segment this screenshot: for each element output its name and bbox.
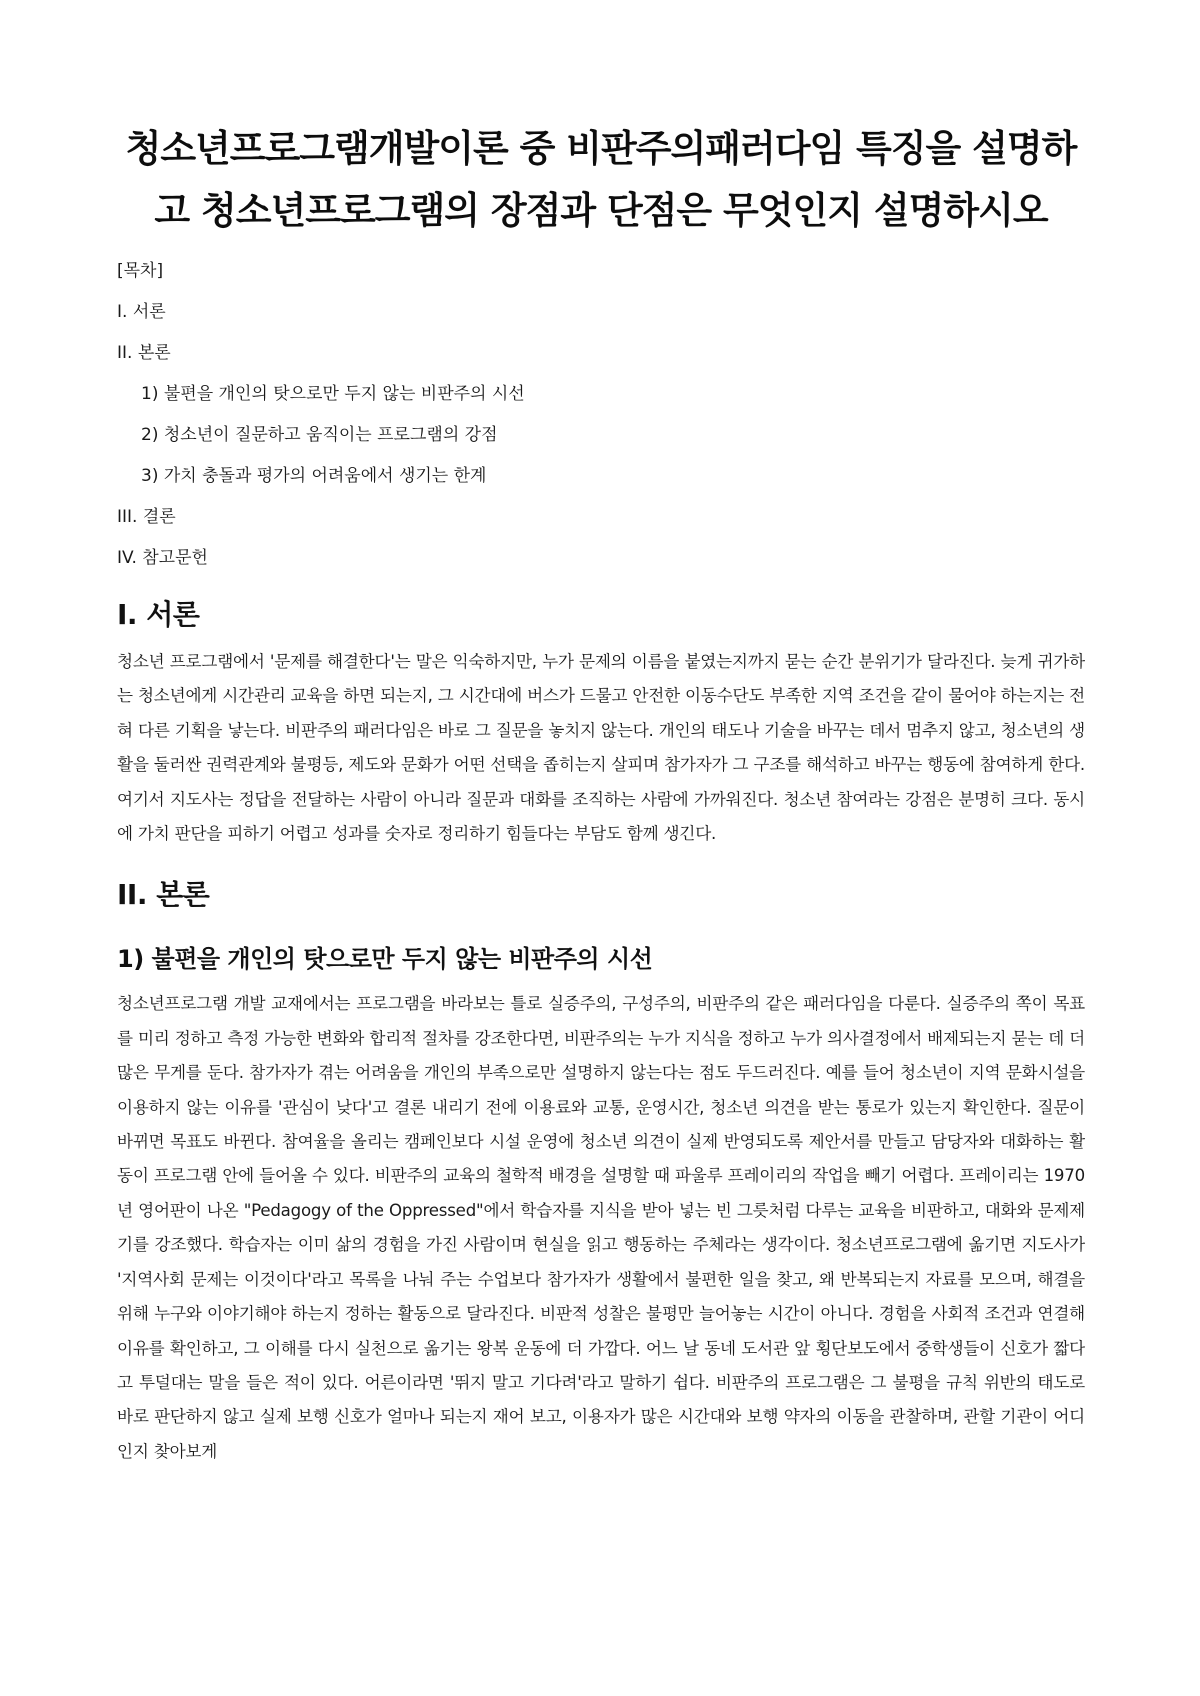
toc-item-body-sub1: 1) 불편을 개인의 탓으로만 두지 않는 비판주의 시선 <box>141 384 525 404</box>
section-heading-intro: I. 서론 <box>117 598 200 631</box>
table-of-contents <box>117 258 1085 571</box>
document-title: 청소년프로그램개발이론 중 비판주의패러다임 특징을 설명하고 청소년프로그램의 장점과 단점은 무엇인지 설명하시오 <box>125 127 1077 232</box>
toc-heading: [목차] <box>117 261 164 281</box>
toc-item-body-sub3: 3) 가치 충돌과 평가의 어려움에서 생기는 한계 <box>141 466 487 486</box>
toc-item-conclusion: III. 결론 <box>117 507 176 527</box>
section-heading-body: II. 본론 <box>117 878 210 912</box>
toc-item-body: II. 본론 <box>117 343 171 363</box>
subsection-heading-1: 1) 불편을 개인의 탓으로만 두지 않는 비판주의 시선 <box>117 945 653 974</box>
toc-item-body-sub2: 2) 청소년이 질문하고 움직이는 프로그램의 강점 <box>141 425 498 445</box>
toc-item-intro: I. 서론 <box>117 302 166 322</box>
toc-item-references: IV. 참고문헌 <box>117 548 208 568</box>
intro-paragraph: 청소년 프로그램에서 '문제를 해결한다'는 말은 익숙하지만, 누가 문제의 이름을 붙였는지까지 묻는 순간 분위기가 달라진다. 늦게 귀가하는 청소년에게 시간관리 교육을 하면 되는지, 그 시간대에 버스가 드물고 안전한 이동수단도 부족한 지역 조건을 같이 물어야 하는지는 전혀 다른 기획을 낳는다. 비판주의 패러다임은 바로 그 질문을 놓치지 않는다. 개인의 태도나 기술을 바꾸는 데서 멈추지 않고, 청소년의 생활을 둘러싼 권력관계와 불평등, 제도와 문화가 어떤 선택을 좁히는지 살피며 참가자가 그 구조를 해석하고 바꾸는 행동에 참여하게 한다. 여기서 지도사는 정답을 전달하는 사람이 아니라 질문과 대화를 조직하는 사람에 가까워진다. 청소년 참여라는 강점은 분명히 크다. 동시에 가치 판단을 피하기 어렵고 성과를 숫자로 정리하기 힘들다는 부담도 함께 생긴다. <box>117 652 1085 844</box>
subsection-1-paragraph: 청소년프로그램 개발 교재에서는 프로그램을 바라보는 틀로 실증주의, 구성주의, 비판주의 같은 패러다임을 다룬다. 실증주의 쪽이 목표를 미리 정하고 측정 가능한 변화와 합리적 절차를 강조한다면, 비판주의는 누가 지식을 정하고 누가 의사결정에서 배제되는지 묻는 데 더 많은 무게를 둔다. 참가자가 겪는 어려움을 개인의 부족으로만 설명하지 않는다는 점도 두드러진다. 예를 들어 청소년이 지역 문화시설을 이용하지 않는 이유를 '관심이 낮다'고 결론 내리기 전에 이용료와 교통, 운영시간, 청소년 의견을 받는 통로가 있는지 확인한다. 질문이 바뀌면 목표도 바뀐다. 참여율을 올리는 캠페인보다 시설 운영에 청소년 의견이 실제 반영되도록 제안서를 만들고 담당자와 대화하는 활동이 프로그램 안에 들어올 수 있다. 비판주의 교육의 철학적 배경을 설명할 때 파울루 프레이리의 작업을 빼기 어렵다. 프레이리는 1970년 영어판이 나온 "Pedagogy of the Oppressed"에서 학습자를 지식을 받아 넣는 빈 그릇처럼 다루는 교육을 비판하고, 대화와 문제제기를 강조했다. 학습자는 이미 삶의 경험을 가진 사람이며 현실을 읽고 행동하는 주체라는 생각이다. 청소년프로그램에 옮기면 지도사가 '지역사회 문제는 이것이다'라고 목록을 나눠 주는 수업보다 참가자가 생활에서 불편한 일을 찾고, 왜 반복되는지 자료를 모으며, 해결을 위해 누구와 이야기해야 하는지 정하는 활동으로 달라진다. 비판적 성찰은 불평만 늘어놓는 시간이 아니다. 경험을 사회적 조건과 연결해 이유를 확인하고, 그 이해를 다시 실천으로 옮기는 왕복 운동에 더 가깝다. 어느 날 동네 도서관 앞 횡단보도에서 중학생들이 신호가 짧다고 투덜대는 말을 들은 적이 있다. 어른이라면 '뛰지 말고 기다려'라고 말하기 쉽다. 비판주의 프로그램은 그 불평을 규칙 위반의 태도로 바로 판단하지 않고 실제 보행 신호가 얼마나 되는지 재어 보고, 이용자가 많은 시간대와 보행 약자의 이동을 관찰하며, 관할 기관이 어디인지 찾아보게 <box>117 994 1085 1461</box>
